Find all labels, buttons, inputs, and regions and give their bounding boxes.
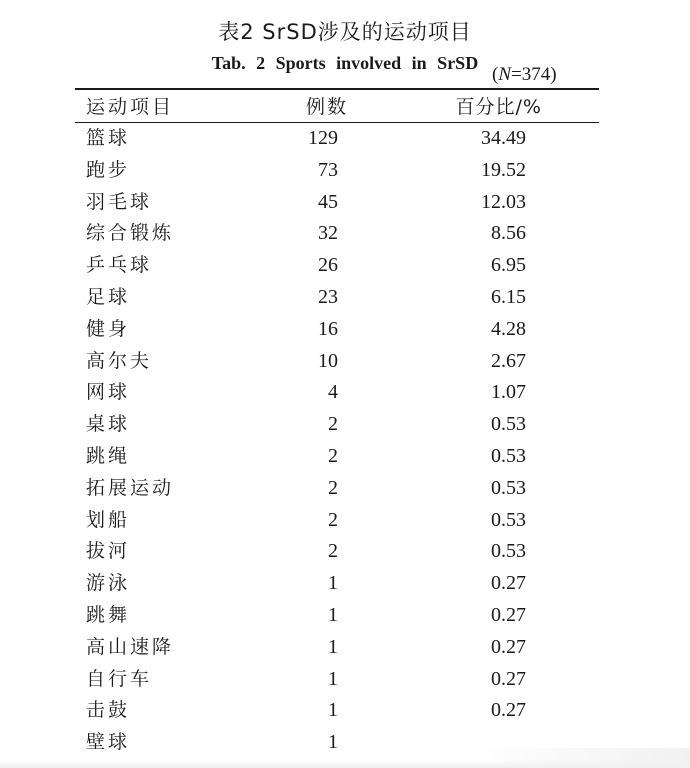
table-row [0,250,690,282]
sample-size-note: (N=374) [492,64,557,85]
cell-count: 1 [328,635,338,658]
cell-percent: 2.67 [491,349,526,372]
table-row [0,346,690,378]
cell-percent: 19.52 [481,158,526,181]
cell-count: 10 [318,349,338,372]
table-row [0,377,690,409]
cell-count: 1 [328,699,338,722]
cell-sport: 足球 [86,286,131,308]
cell-count: 1 [328,731,338,754]
cell-count: 2 [328,508,338,531]
table-header-row [0,92,690,124]
table-row [0,473,690,505]
cell-percent: 6.15 [491,286,526,308]
cell-sport: 划船 [86,508,131,531]
table-title-cn: 表2 SrSD涉及的运动项目 [218,20,472,44]
table-row [0,664,690,696]
header-count: 例数 [305,96,348,118]
table-row [0,505,690,537]
cell-percent: 6.95 [491,254,526,277]
cell-sport: 网球 [86,381,131,404]
table-row [0,536,690,568]
table-row [0,282,690,314]
cell-count: 2 [328,540,338,563]
cell-percent: 4.28 [491,317,526,340]
header-sport: 运动项目 [86,96,175,118]
cell-count: 2 [328,476,338,499]
table-row [0,409,690,441]
header-percent: 百分比/% [455,96,542,118]
cell-count: 2 [328,445,338,467]
cell-sport: 篮球 [86,127,131,149]
cell-count: 129 [308,127,338,149]
table-row [0,568,690,600]
cell-sport: 综合锻炼 [86,222,175,245]
cell-sport: 高尔夫 [86,349,153,372]
cell-count: 1 [328,572,338,595]
cell-percent: 0.53 [491,540,526,563]
cell-sport: 击鼓 [86,699,131,722]
cell-count: 26 [318,254,338,277]
table-row [0,218,690,250]
page-shadow [466,748,690,768]
cell-count: 2 [328,413,338,436]
cell-percent: 0.27 [491,635,526,658]
cell-sport: 跳绳 [86,445,131,467]
table-row [0,155,690,187]
table-top-rule [75,88,599,90]
cell-count: 73 [318,158,338,181]
table-row [0,600,690,632]
cell-sport: 游泳 [86,572,131,595]
table-row [0,314,690,346]
cell-count: 16 [318,317,338,340]
table-title-en: Tab. 2 Sports involved in SrSD [211,53,479,73]
cell-sport: 高山速降 [86,635,175,658]
cell-sport: 自行车 [86,667,153,690]
table-row [0,187,690,219]
table-row [0,632,690,664]
cell-percent: 0.27 [491,699,526,722]
cell-percent: 0.53 [491,445,526,467]
cell-percent: 0.53 [491,413,526,436]
cell-sport: 乒乓球 [86,254,153,277]
table-row [0,123,690,155]
cell-count: 45 [318,190,338,213]
cell-percent: 0.53 [491,476,526,499]
cell-sport: 羽毛球 [86,190,153,213]
cell-count: 1 [328,604,338,626]
cell-sport: 跳舞 [86,604,131,626]
cell-sport: 健身 [86,317,131,340]
cell-count: 1 [328,667,338,690]
cell-sport: 拓展运动 [86,476,175,499]
table-row [0,695,690,727]
cell-count: 32 [318,222,338,245]
cell-percent: 8.56 [491,222,526,245]
cell-sport: 壁球 [86,731,131,754]
cell-percent: 0.27 [491,572,526,595]
cell-percent: 1.07 [491,381,526,404]
cell-sport: 跑步 [86,158,131,181]
cell-percent: 34.49 [481,127,526,149]
cell-percent: 0.53 [491,508,526,531]
cell-percent: 0.27 [491,604,526,626]
cell-count: 23 [318,286,338,308]
cell-count: 4 [328,381,338,404]
cell-sport: 拔河 [86,540,131,563]
cell-sport: 桌球 [86,413,131,436]
table-row [0,441,690,473]
cell-percent: 0.27 [491,667,526,690]
cell-percent: 12.03 [481,190,526,213]
